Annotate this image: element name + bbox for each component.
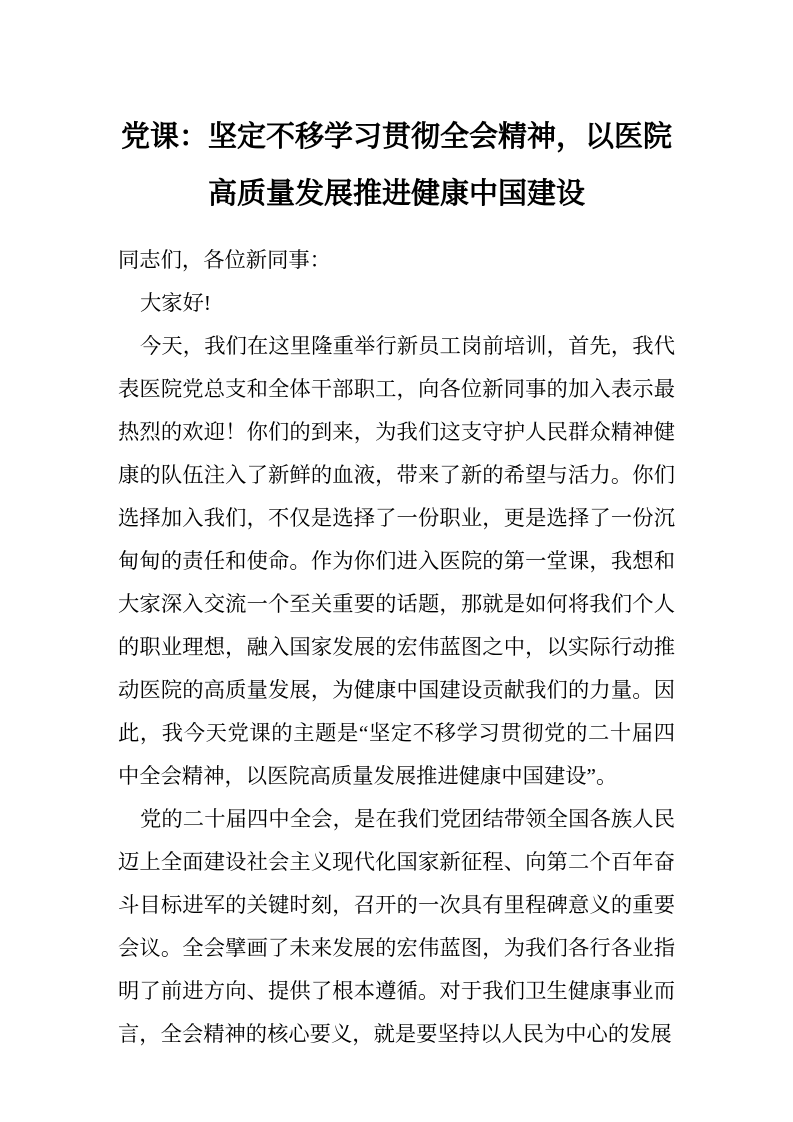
paragraph-salutation: 同志们，各位新同事： [118,248,331,272]
paragraph-plenary-session: 党的二十届四中全会，是在我们党团结带领全国各族人民迈上全面建设社会主义现代化国家新征程、向第二个百年奋斗目标进军的关键时刻，召开的一次具有里程碑意义的重要会议。全会擘画了未来发展的宏伟蓝图，为我们各行各业指明了前进方向、提供了根本遵循。对于我们卫生健康事业而言，全会精神的核心要义，就是要坚持以人民为中心的发展 [118,807,675,1046]
paragraph-intro: 今天，我们在这里隆重举行新员工岗前培训，首先，我代表医院党总支和全体干部职工，向各位新同事的加入表示最热烈的欢迎！你们的到来，为我们这支守护人民群众精神健康的队伍注入了新鲜的血液，带来了新的希望与活力。你们选择加入我们，不仅是选择了一份职业，更是选择了一份沉甸甸的责任和使命。作为你们进入医院的第一堂课，我想和大家深入交流一个至关重要的话题，那就是如何将我们个人的职业理想，融入国家发展的宏伟蓝图之中，以实际行动推动医院的高质量发展，为健康中国建设贡献我们的力量。因此，我今天党课的主题是“坚定不移学习贯彻党的二十届四中全会精神，以医院高质量发展推进健康中国建设”。 [118,334,675,788]
paragraph-greeting: 大家好! [140,291,211,315]
document-body [118,239,675,1056]
document-title: 党课：坚定不移学习贯彻全会精神，以医院高质量发展推进健康中国建设 [120,121,672,210]
